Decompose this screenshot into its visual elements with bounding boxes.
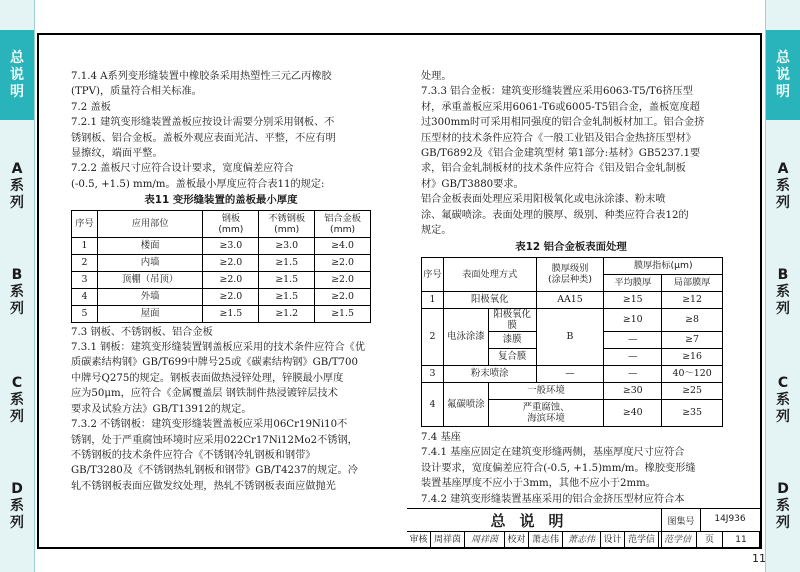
title-block-cell: 范学信 [659,532,697,548]
table-cell: — [604,348,662,365]
table-cell: ≥2.0 [203,254,259,271]
table-cell: ≥15 [604,291,662,308]
left_column_2-line: GB/T3280及《不锈钢热轧钢板和钢带》GB/T4237的规定。冷 [71,465,358,477]
table-cell: ≥3.0 [259,237,315,254]
title-block [407,508,760,547]
tab-char: 明 [776,83,790,100]
right_column-line: 处理。 [421,71,452,82]
table-cell: ≥8 [662,308,723,331]
table-cell: 漆膜 [488,331,536,348]
right_column_2-line: 7.4.1 基座应固定在建筑变形缝两侧，基座厚度尺寸应符合 [421,447,685,459]
atlas-label: 图集号 [667,517,695,527]
table-cell: ≥2.0 [203,288,259,305]
table-cell: ≥12 [662,291,723,308]
tab-char: 列 [776,194,790,211]
table-row [72,288,371,305]
table-cell: ≥1.5 [259,288,315,305]
tab-char: 总 [10,49,24,66]
left-tab-1[interactable] [0,150,34,222]
table-cell: ≥2.0 [315,271,371,288]
table-cell: 顶棚（吊顶） [97,271,203,288]
right_column-line: 求，铝合金轧制板材的技术条件应符合《铝及铝合金轧制板 [421,163,686,175]
tab-char: D [777,480,789,497]
tab-char: 系 [776,283,790,300]
table-row [422,365,723,382]
left_column-line: 7.2.1 建筑变形缝装置盖板应按设计需要分别采用钢板、不 [71,117,335,129]
tab-char: 总 [776,49,790,66]
table-cell: 复合膜 [488,348,536,365]
table-cell: ≥10 [604,308,662,331]
table-row [422,382,723,399]
left_column_2-line: 7.3 钢板、不锈钢板、铝合金板 [71,326,213,338]
table-cell: 膜厚级别 (涂层种类) [536,257,604,291]
table-cell: — [536,365,604,382]
tab-char: A [11,160,23,177]
table-cell: 3 [422,365,444,382]
left_column_2-line: 7.3.2 不锈钢板：建筑变形缝装置盖板应采用06Cr19Ni10不 [71,419,348,431]
left-column [71,69,401,494]
left-tab-2[interactable] [0,256,34,328]
title-block-cell: 周祥茵 [465,532,505,548]
table-cell: 屋面 [97,305,203,322]
title-block-cell: 萧志伟 [529,532,563,548]
right_column_2-line: 设计要求，宽度偏差应符合(-0.5, +1.5)mm/m。橡胶变形缝 [421,462,696,474]
tab-char: 明 [10,83,24,100]
table-cell: 平均膜厚 [604,274,662,291]
table-row [72,305,371,322]
table-row [72,237,371,254]
table-cell: ≥1.5 [203,305,259,322]
table-cell: ≥30 [604,382,662,399]
tab-char: 系 [10,391,24,408]
title-block-cell: 设计 [601,532,625,548]
table-cell: 4 [422,382,444,426]
table-cell: 氟碳喷涂 [443,382,488,426]
table-cell: ≥16 [662,348,723,365]
left_column_2-line: 质碳素结构钢》GB/T699中牌号25或《碳素结构钢》GB/T700 [71,357,358,369]
left_column-line: 7.1.4 A系列变形缝装置中橡胶条采用热塑性三元乙丙橡胶 [71,71,332,82]
title-block-cell: 周祥茵 [431,532,465,548]
tab-char: 系 [776,391,790,408]
table-cell: ≥2.0 [315,288,371,305]
tab-char: 列 [776,300,790,317]
table-cell: 严重腐蚀、 海滨环境 [488,399,604,426]
right_column-line: 压型材的技术条件应符合《一般工业铝及铝合金热挤压型材》 [421,132,697,144]
table-cell: 应用部位 [97,210,203,237]
tab-char: C [777,374,789,391]
title-block-signature-row [407,531,760,548]
table-header-row [422,257,723,274]
right-tab-4[interactable] [766,470,800,542]
left_column_2-line: 中牌号Q275的规定。钢板表面做热浸锌处理，锌膜最小厚度 [71,372,344,384]
table-cell: 粉末喷涂 [443,365,536,382]
table-cell: ≥2.0 [315,254,371,271]
table11 [71,210,371,323]
right_column_2-line: 7.4 基座 [421,431,461,443]
left-tab-3[interactable] [0,364,34,436]
table-cell: 内墙 [97,254,203,271]
tab-char: 列 [10,514,24,531]
tab-char: 系 [776,177,790,194]
table12-caption: 表12 铝合金板表面处理 [515,241,627,254]
left_column_2-line: 轧不锈钢板表面应做发纹处理，热轧不锈钢板表面应做抛光 [71,480,336,492]
tab-char: 列 [776,514,790,531]
table-cell: ≥40 [604,399,662,426]
table-cell: 楼面 [97,237,203,254]
table-cell: ≥35 [662,399,723,426]
table-cell: 阳极氧化 [443,291,536,308]
table-cell: 40～120 [662,365,723,382]
table-cell: 一般环境 [488,382,604,399]
right_column-line: 7.3.3 铝合金板：建筑变形缝装置应采用6063-T5/T6挤压型 [421,86,693,98]
left_column-line: (TPV)，质量符合相关标准。 [71,86,202,98]
right_column-line: 涂、氟碳喷涂。表面处理的膜厚、级别、种类应符合表12的 [421,209,689,221]
table-cell: AA15 [536,291,604,308]
tab-char: B [11,266,23,283]
tab-char: 列 [776,408,790,425]
title-block-title: 总说明 [490,512,578,530]
left_column-line: 7.2.2 盖板尺寸应符合设计要求，宽度偏差应符合 [71,163,294,175]
table-row [72,271,371,288]
table-cell: 外墙 [97,288,203,305]
table-cell: 2 [422,308,444,365]
tab-char: 系 [10,497,24,514]
table-cell: — [604,331,662,348]
left_column-line: 锈钢板、铝合金板。盖板外观应表面光洁、平整，不应有明 [71,132,336,144]
table-cell: 局部膜厚 [662,274,723,291]
left_column_2-line: 7.3.1 钢板：建筑变形缝装置钢盖板应采用的技术条件应符合《优 [71,342,366,354]
right_column_2-line: 7.4.2 建筑变形缝装置基座采用的铝合金挤压型材应符合本 [421,493,685,505]
right_column-line: 材》GB/T3880要求。 [421,178,524,190]
title-block-cell: 页 [697,532,723,548]
right-tab-0[interactable] [766,30,800,120]
left_column_2-line: 应为50μm，应符合《金属覆盖层 钢铁制件热浸镀锌层技术 [71,388,338,400]
table-cell: ≥3.0 [203,237,259,254]
title-block-cell: 审核 [407,532,431,548]
left_column_2-line: 要求及试验方法》GB/T13912的规定。 [71,403,252,415]
table-cell: — [604,365,662,382]
right_column_2-line: 装置基座厚度不应小于3mm，其他不应小于2mm。 [421,478,656,490]
right-column [421,69,751,507]
atlas-number: 14J936 [714,514,746,524]
right-tab-1[interactable] [766,150,800,222]
right-tab-2[interactable] [766,256,800,328]
table-cell: 阳极氧化膜 [488,308,536,331]
table-cell: 膜厚指标(μm) [604,257,723,274]
title-block-cell: 范学信 [625,532,659,548]
table-row [422,308,723,331]
tab-char: 系 [776,497,790,514]
table-cell: ≥2.0 [203,271,259,288]
right_column-line: GB/T6892及《铝合金建筑型材 第1部分:基材》GB5237.1要 [421,148,701,160]
tab-char: 列 [10,408,24,425]
tab-char: A [777,160,789,177]
right_column-line: 规定。 [421,225,452,237]
tab-char: B [777,266,789,283]
table-cell: ≥4.0 [315,237,371,254]
table-cell: ≥1.5 [315,305,371,322]
title-block-cell: 校对 [505,532,529,548]
table-cell: 铝合金板 (mm) [315,210,371,237]
tab-char: 说 [776,66,790,83]
table-cell: 序号 [72,210,98,237]
table-cell: ≥1.5 [259,271,315,288]
tab-char: 说 [10,66,24,83]
table-cell: 4 [72,288,98,305]
table11-caption: 表11 变形缝装置的盖板最小厚度 [144,194,298,207]
table-cell: 不锈钢板 (mm) [259,210,315,237]
title-block-cell: 萧志伟 [563,532,601,548]
left-tab-4[interactable] [0,470,34,542]
tab-char: D [11,480,23,497]
table-cell: B [536,308,604,365]
table-cell: 1 [422,291,444,308]
left_column_2-line: 锈钢，处于严重腐蚀环境时应采用022Cr17Ni12Mo2不锈钢， [71,434,358,446]
left_column-line: (-0.5, +1.5) mm/m。盖板最小厚度应符合表11的规定: [71,178,325,190]
table-cell: 3 [72,271,98,288]
table-cell: ≥7 [662,331,723,348]
right_column-line: 材，承重盖板应采用6061-T6或6005-T5铝合金，盖板宽度超 [421,101,700,113]
right_column-line: 铝合金板表面处理应采用阳极氧化或电泳涂漆、粉末喷 [421,194,666,206]
table-row [72,254,371,271]
table12 [421,257,723,427]
table-cell: 电泳涂漆 [443,308,488,365]
table-header-row [72,210,371,237]
table-cell: 1 [72,237,98,254]
page-number: 11 [752,552,766,565]
table-cell: 5 [72,305,98,322]
table-cell: 钢板 (mm) [203,210,259,237]
right-tab-3[interactable] [766,364,800,436]
tab-char: 列 [10,300,24,317]
table-cell: ≥25 [662,382,723,399]
tab-char: 系 [10,177,24,194]
tab-char: 列 [10,194,24,211]
left-tab-0[interactable] [0,30,34,120]
right_column-line: 过300mm时可采用相同强度的铝合金轧制板材加工。铝合金挤 [421,117,705,129]
left_column-line: 显擦纹，端面平整。 [71,148,163,160]
table-cell: 序号 [422,257,444,291]
table-cell: ≥1.5 [259,254,315,271]
tab-char: 系 [10,283,24,300]
table-row [422,291,723,308]
left_column-line: 7.2 盖板 [71,101,111,113]
left_column_2-line: 不锈钢板的技术条件应符合《不锈钢冷轧钢板和钢带》 [71,449,316,461]
table-cell: 表面处理方式 [443,257,536,291]
tab-char: C [11,374,23,391]
title-block-cell: 11 [723,532,760,548]
table-cell: ≥1.2 [259,305,315,322]
table-cell: 2 [72,254,98,271]
